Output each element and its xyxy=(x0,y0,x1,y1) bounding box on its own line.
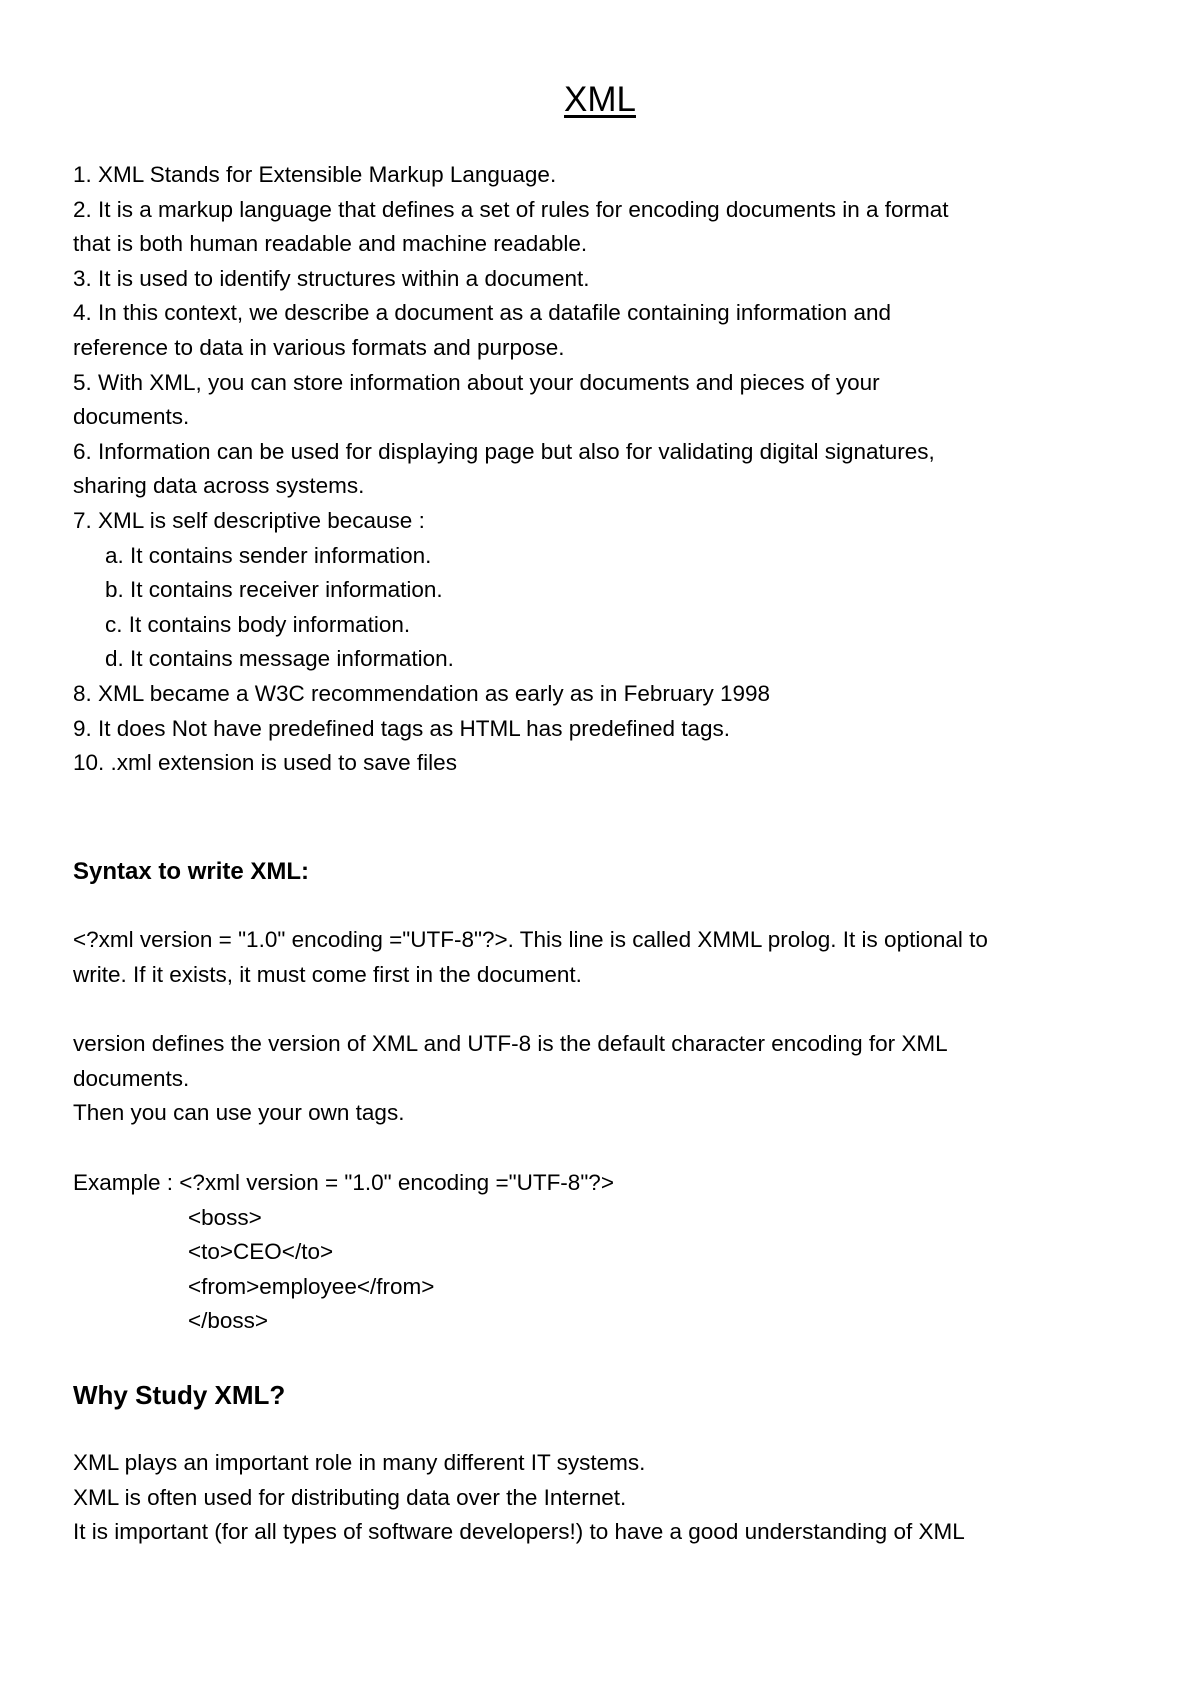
paragraph-line: XML plays an important role in many different IT systems. xyxy=(73,1450,646,1475)
document-title: XML xyxy=(564,80,636,119)
why-heading: Why Study XML? xyxy=(73,1380,286,1410)
sub-list-item: c. It contains body information. xyxy=(105,611,411,637)
example-code-line: <boss> xyxy=(188,1204,262,1230)
paragraph-line: It is important (for all types of software developers!) to have a good understanding of XML xyxy=(73,1519,965,1545)
list-item: 2. It is a markup language that defines a set of rules for encoding documents in a format xyxy=(73,196,949,222)
list-item: reference to data in various formats and purpose. xyxy=(73,334,565,360)
list-item: 6. Information can be used for displaying page but also for validating digital signatures, xyxy=(73,438,935,464)
list-item: 10. .xml extension is used to save files xyxy=(73,750,457,776)
example-code-line: <from>employee</from> xyxy=(188,1273,435,1299)
list-item: 9. It does Not have predefined tags as HTML has predefined tags. xyxy=(73,715,731,741)
prolog-paragraph xyxy=(73,923,1153,992)
list-item: documents. xyxy=(73,404,190,430)
paragraph-line: documents. xyxy=(73,1065,190,1091)
sub-list-item: b. It contains receiver information. xyxy=(105,577,443,603)
example-code-line: </boss> xyxy=(188,1308,269,1334)
numbered-list xyxy=(73,158,1153,781)
paragraph-line: Then you can use your own tags. xyxy=(73,1100,405,1126)
list-item: sharing data across systems. xyxy=(73,473,365,499)
why-paragraph xyxy=(73,1446,1153,1550)
paragraph-line: XML is often used for distributing data over the Internet. xyxy=(73,1484,627,1510)
list-item: 4. In this context, we describe a document as a datafile containing information and xyxy=(73,300,891,326)
sub-list-item: d. It contains message information. xyxy=(105,646,454,672)
xml-example xyxy=(73,1166,1153,1339)
example-code-line: <to>CEO</to> xyxy=(188,1239,334,1265)
sub-list-item: a. It contains sender information. xyxy=(105,542,432,568)
list-item: 3. It is used to identify structures within a document. xyxy=(73,265,590,291)
list-item: 8. XML became a W3C recommendation as early as in February 1998 xyxy=(73,680,770,706)
paragraph-line: version defines the version of XML and UTF-8 is the default character encoding for XML xyxy=(73,1031,948,1056)
list-item: 7. XML is self descriptive because : xyxy=(73,507,425,533)
example-label-line: Example : <?xml version = "1.0" encoding ="UTF-8"?> xyxy=(73,1170,614,1195)
list-item: 5. With XML, you can store information about your documents and pieces of your xyxy=(73,369,880,395)
syntax-heading: Syntax to write XML: xyxy=(73,858,310,885)
paragraph-line: <?xml version = "1.0" encoding ="UTF-8"?>. This line is called XMML prolog. It is optional to xyxy=(73,927,988,952)
list-item: 1. XML Stands for Extensible Markup Language. xyxy=(73,162,557,187)
version-paragraph xyxy=(73,1027,1153,1131)
list-item: that is both human readable and machine readable. xyxy=(73,231,588,257)
paragraph-line: write. If it exists, it must come first in the document. xyxy=(73,961,582,987)
